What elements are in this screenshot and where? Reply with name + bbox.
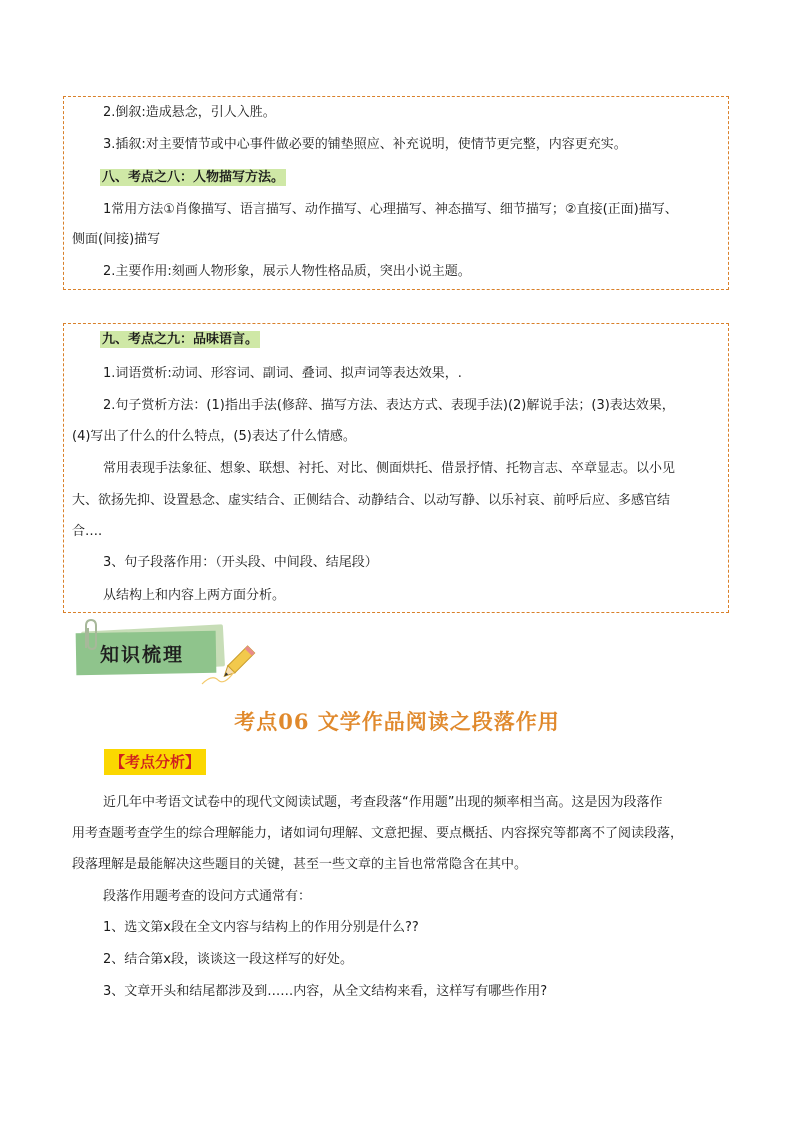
- heading-highlight: 九、考点之九：品味语言。: [102, 332, 259, 347]
- summary-box-8: [63, 96, 729, 290]
- box2-line-6: 合….: [72, 524, 103, 539]
- box2-line-5: 大、欲扬先抑、设置悬念、虚实结合、正侧结合、动静结合、以动写静、以乐衬哀、前呼后应、多感官结: [72, 493, 671, 508]
- box2-line-4: 常用表现手法象征、想象、联想、衬托、对比、侧面烘托、借景抒情、托物言志、卒章显志。以小见: [103, 461, 676, 476]
- box2-line-2: 2.句子赏析方法：(1)指出手法(修辞、描写方法、表达方式、表现手法)(2)解说手法；(3)表达效果，: [103, 398, 675, 413]
- box1-heading: [100, 168, 286, 188]
- question-1: 1、选文第x段在全文内容与结构上的作用分别是什么??: [103, 920, 419, 935]
- box2-line-8: 从结构上和内容上两方面分析。: [103, 588, 286, 603]
- para-line-1: 近几年中考语文试卷中的现代文阅读试题，考查段落“作用题”出现的频率相当高。这是因为段落作: [103, 795, 663, 810]
- paperclip-icon: [80, 618, 100, 652]
- box1-line-1: 2.倒叙:造成悬念，引人入胜。: [103, 105, 276, 120]
- para-line-3: 段落理解是最能解决这些题目的关键，甚至一些文章的主旨也常常隐含在其中。: [72, 857, 528, 872]
- para-line-2: 用考查题考查学生的综合理解能力，诸如词句理解、文意把握、要点概括、内容探究等都离不了阅读段落，: [72, 826, 684, 841]
- box1-line-4: 侧面(间接)描写: [72, 232, 161, 247]
- box2-line-1: 1.词语赏析:动词、形容词、副词、叠词、拟声词等表达效果，.: [103, 366, 462, 381]
- banner-label: 知识梳理: [100, 644, 185, 666]
- box2-line-7: 3、句子段落作用：（开头段、中间段、结尾段）: [103, 555, 378, 570]
- question-2: 2、结合第x段，谈谈这一段这样写的好处。: [103, 952, 353, 967]
- box1-line-5: 2.主要作用:刻画人物形象，展示人物性格品质，突出小说主题。: [103, 264, 471, 279]
- box1-line-3: 1常用方法①肖像描写、语言描写、动作描写、心理描写、神态描写、细节描写；②直接(正面)描写、: [103, 202, 678, 217]
- box2-heading: [100, 330, 260, 350]
- question-3: 3、文章开头和结尾都涉及到……内容，从全文结构来看，这样写有哪些作用?: [103, 984, 548, 999]
- para-line-4: 段落作用题考查的设问方式通常有：: [103, 889, 312, 904]
- pencil-scribble-icon: [200, 668, 240, 688]
- box1-line-2: 3.插叙:对主要情节或中心事件做必要的铺垫照应、补充说明，使情节更完整，内容更充实。: [103, 137, 627, 152]
- analysis-tag: 【考点分析】: [104, 749, 206, 775]
- heading-highlight: 八、考点之八：人物描写方法。: [102, 170, 285, 185]
- section-title: 考点06 文学作品阅读之段落作用: [234, 709, 560, 734]
- box2-line-3: (4)写出了什么的什么特点，(5)表达了什么情感。: [72, 429, 356, 444]
